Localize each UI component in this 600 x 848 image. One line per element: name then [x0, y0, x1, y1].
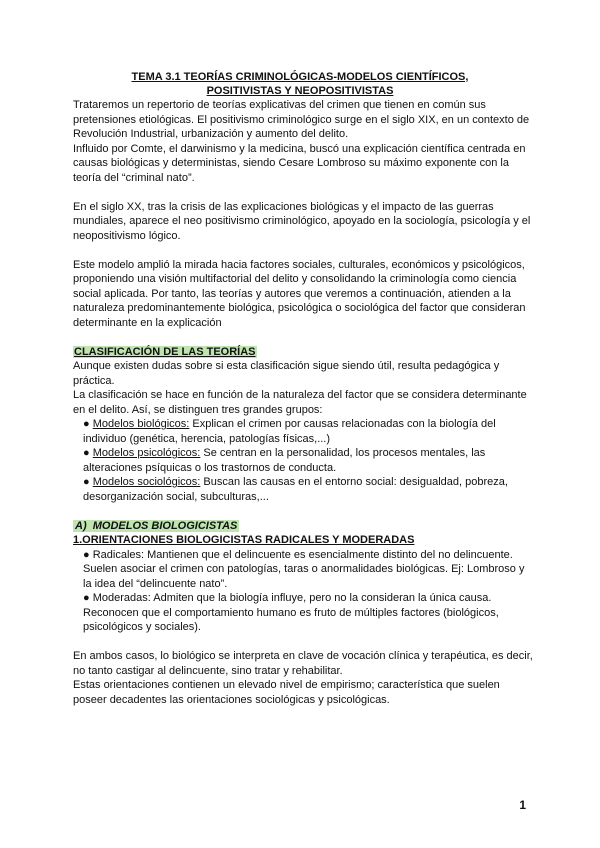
bullet-term: Modelos biológicos: [92, 418, 190, 430]
intro-paragraph-2: Influido por Comte, el darwinismo y la medicina, buscó una explicación científica centrada en causas biológicas y deterministas, siendo Cesare Lombroso su máximo exponente con la teoría del “criminal nato”. [73, 142, 526, 184]
bullet-term: Modelos sociológicos: [92, 476, 201, 488]
classification-paragraph-2: La clasificación se hace en función de la naturaleza del factor que se considera determinante en el delito. Así, se distinguen tres grandes grupos: [73, 389, 527, 416]
classification-bullet-list [73, 417, 535, 504]
orientations-bullet-list [73, 548, 535, 635]
list-item [83, 417, 535, 446]
paragraph-neopositivism: En el siglo XX, tras la crisis de las explicaciones biológicas y el impacto de las guerras mundiales, aparece el neo positivismo criminológico, apoyado en la sociología, psicología y el neopositivismo lógico. [73, 200, 531, 242]
bullet-icon: ● [83, 592, 90, 604]
section-a-title: MODELOS BIOLOGICISTAS [92, 519, 238, 532]
bullet-icon: ● [83, 548, 90, 561]
classification-heading-row [73, 345, 535, 360]
bullet-term: Moderadas: [92, 592, 151, 604]
title-line-2: POSITIVISTAS Y NEOPOSITIVISTAS [206, 85, 394, 97]
section-a-subheading: 1.ORIENTACIONES BIOLOGICISTAS RADICALES Y MODERADAS [73, 534, 415, 546]
list-item [83, 548, 535, 592]
list-item [83, 475, 535, 504]
page-title [70, 70, 530, 98]
bullet-text: Admiten que la biología influye, pero no la consideran la única causa. Reconocen que el comportamiento humano es fruto de múltiples factores (biológicos, psicológicos y sociales). [83, 592, 499, 633]
bullet-text: Buscan las causas en el entorno social: desigualdad, pobreza, desorganización social, subculturas,... [83, 476, 508, 503]
classification-heading: CLASIFICACIÓN DE LAS TEORÍAS [74, 345, 256, 358]
bullet-icon: ● [83, 447, 90, 459]
bullet-icon: ● [83, 476, 90, 488]
paragraph-multifactorial: Este modelo amplió la mirada hacia factores sociales, culturales, económicos y psicológicos, proponiendo una visión multifactorial del delito y consolidando la criminología como ciencia social aplicada. Por tanto, las teorías y autores que veremos a continuación, atienden a la naturaleza predominantemente biológica, psicológica o sociológica del factor que consideran determinante en la explicación [73, 258, 526, 329]
bullet-text: Mantienen que el delincuente es esencialmente distinto del no delincuente. Suelen asociar el crimen con patologías, taras o anormalidades biológicas. Ej: Lombroso y la idea del “delincuente nato”. [83, 548, 525, 590]
classification-paragraph-1: Aunque existen dudas sobre si esta clasificación sigue siendo útil, resulta pedagógica y práctica. [73, 360, 500, 387]
list-item [83, 446, 535, 475]
closing-paragraph-2: Estas orientaciones contienen un elevado nivel de empirismo; característica que suelen poseer decadentes las orientaciones sociológicas y psicológicas. [73, 679, 500, 706]
bullet-text: Explican el crimen por causas relacionadas con la biología del individuo (genética, herencia, patologías físicas,...) [83, 418, 496, 445]
page-number: 1 [519, 798, 526, 812]
bullet-term: Radicales: [92, 548, 145, 561]
bullet-term: Modelos psicológicos: [92, 447, 201, 459]
document-body [73, 98, 535, 707]
bullet-text: Se centran en la personalidad, los procesos mentales, las alteraciones psíquicas o los trastornos de conducta. [83, 447, 486, 474]
section-a-prefix: A) [75, 519, 87, 532]
closing-paragraph-1: En ambos casos, lo biológico se interpreta en clave de vocación clínica y terapéutica, es decir, no tanto castigar al delincuente, sino tratar y rehabilitar. [73, 650, 533, 677]
section-a-heading [73, 519, 535, 534]
bullet-icon: ● [83, 418, 90, 430]
title-line-1: TEMA 3.1 TEORÍAS CRIMINOLÓGICAS-MODELOS CIENTÍFICOS, [131, 71, 469, 83]
intro-paragraph-1: Trataremos un repertorio de teorías explicativas del crimen que tienen en común sus pretensiones etiológicas. El positivismo criminológico surge en el siglo XIX, en un contexto de Revolución Industrial, urbanización y aumento del delito. [73, 99, 530, 140]
list-item [83, 591, 535, 635]
